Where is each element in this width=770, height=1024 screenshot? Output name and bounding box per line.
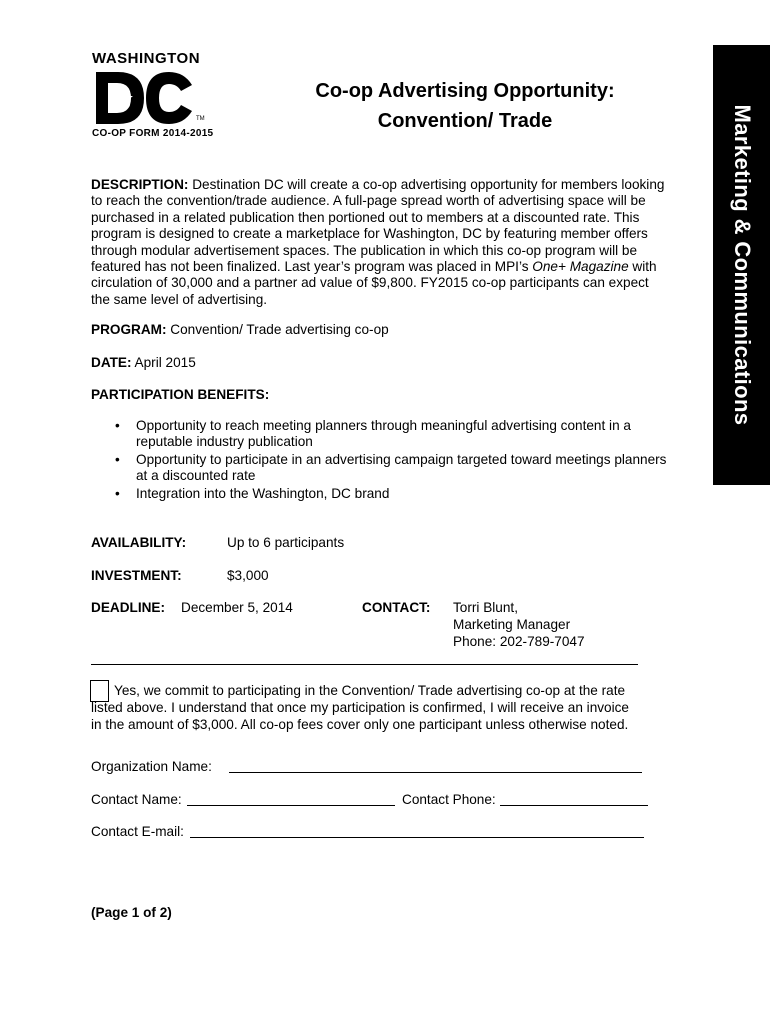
description-text: Destination DC will create a co-op advertising opportunity for members looking to reach the convention/trade audience. A full-page spread worth of advertising space will be purchased in a related publication then portioned out to members at a discounted rate. This program is designed to create a marketplace for Washington, DC by featuring member offers through modular advertisement spaces. The publication in which this co-op program will be featured has not been finalized. Last year’s program was placed in MPI’s — [91, 177, 665, 275]
page-title-line2: Convention/ Trade — [377, 110, 553, 132]
section-divider — [91, 664, 638, 665]
investment-value: $3,000 — [227, 568, 269, 583]
benefits-heading — [91, 387, 269, 403]
logo-washington-text: WASHINGTON — [92, 50, 201, 67]
commitment-line2: listed above. I understand that once my participation is confirmed, I will receive an invoice — [91, 700, 629, 715]
contact-name-label: Contact Name: — [91, 792, 182, 807]
page-title-line1: Co-op Advertising Opportunity: — [315, 80, 615, 102]
side-banner — [713, 45, 770, 485]
bullet-icon: • — [115, 485, 120, 501]
deadline-value: December 5, 2014 — [181, 600, 293, 615]
benefit-text: Opportunity to reach meeting planners through meaningful advertising content in a reputable industry publication — [136, 418, 631, 450]
description-text-end: with circulation of 30,000 and a partner ad value of $9,800. FY2015 co-op participants can expect the same level of advertising. — [91, 259, 657, 307]
date-value: April 2015 — [131, 355, 196, 370]
date-line — [91, 355, 196, 371]
list-item — [91, 418, 671, 451]
page-number: (Page 1 of 2) — [91, 905, 172, 920]
commitment-statement — [91, 682, 674, 733]
contact-details — [453, 599, 585, 650]
magazine-name: One+ Magazine — [532, 259, 629, 275]
contact-name-field[interactable] — [187, 805, 395, 806]
deadline-label: DEADLINE: — [91, 600, 166, 615]
program-value: Convention/ Trade advertising co-op — [166, 322, 389, 337]
contact-phone-field[interactable] — [500, 805, 648, 806]
contact-title: Marketing Manager — [453, 617, 571, 632]
program-label: PROGRAM: — [91, 322, 167, 337]
investment-label: INVESTMENT: — [91, 568, 182, 583]
commitment-line3: in the amount of $3,000. All co-op fees cover only one participant unless otherwise noted. — [91, 717, 629, 732]
program-line — [91, 322, 389, 338]
benefits-list — [91, 418, 671, 503]
contact-email-field[interactable] — [190, 837, 644, 838]
logo-form-text: CO-OP FORM 2014-2015 — [92, 128, 214, 139]
benefit-text: Opportunity to participate in an advertising campaign targeted toward meetings planners at a discounted rate — [136, 451, 667, 484]
washington-dc-logo — [92, 50, 214, 142]
dc-star-logo-icon — [94, 70, 194, 126]
contact-email-label: Contact E-mail: — [91, 824, 184, 839]
side-banner-text: Marketing & Communications — [729, 104, 755, 426]
trademark-mark: TM — [196, 116, 205, 122]
list-item — [91, 486, 671, 502]
bullet-icon: • — [115, 451, 120, 467]
organization-name-field[interactable] — [229, 772, 642, 773]
list-item — [91, 452, 671, 485]
commitment-line1: Yes, we commit to participating in the Convention/ Trade advertising co-op at the rate — [114, 683, 626, 698]
bullet-icon: • — [115, 418, 120, 433]
description-label: DESCRIPTION: — [91, 177, 189, 192]
contact-name: Torri Blunt, — [453, 600, 518, 615]
contact-phone: Phone: 202-789-7047 — [453, 634, 585, 649]
contact-label: CONTACT: — [362, 600, 431, 615]
benefit-text: Integration into the Washington, DC brand — [136, 485, 390, 501]
benefits-label: PARTICIPATION BENEFITS: — [91, 387, 270, 402]
availability-value: Up to 6 participants — [227, 535, 345, 550]
date-label: DATE: — [91, 355, 132, 370]
contact-phone-label: Contact Phone: — [402, 792, 496, 807]
organization-name-label: Organization Name: — [91, 759, 212, 774]
availability-label: AVAILABILITY: — [91, 535, 187, 550]
description-paragraph — [91, 177, 671, 308]
